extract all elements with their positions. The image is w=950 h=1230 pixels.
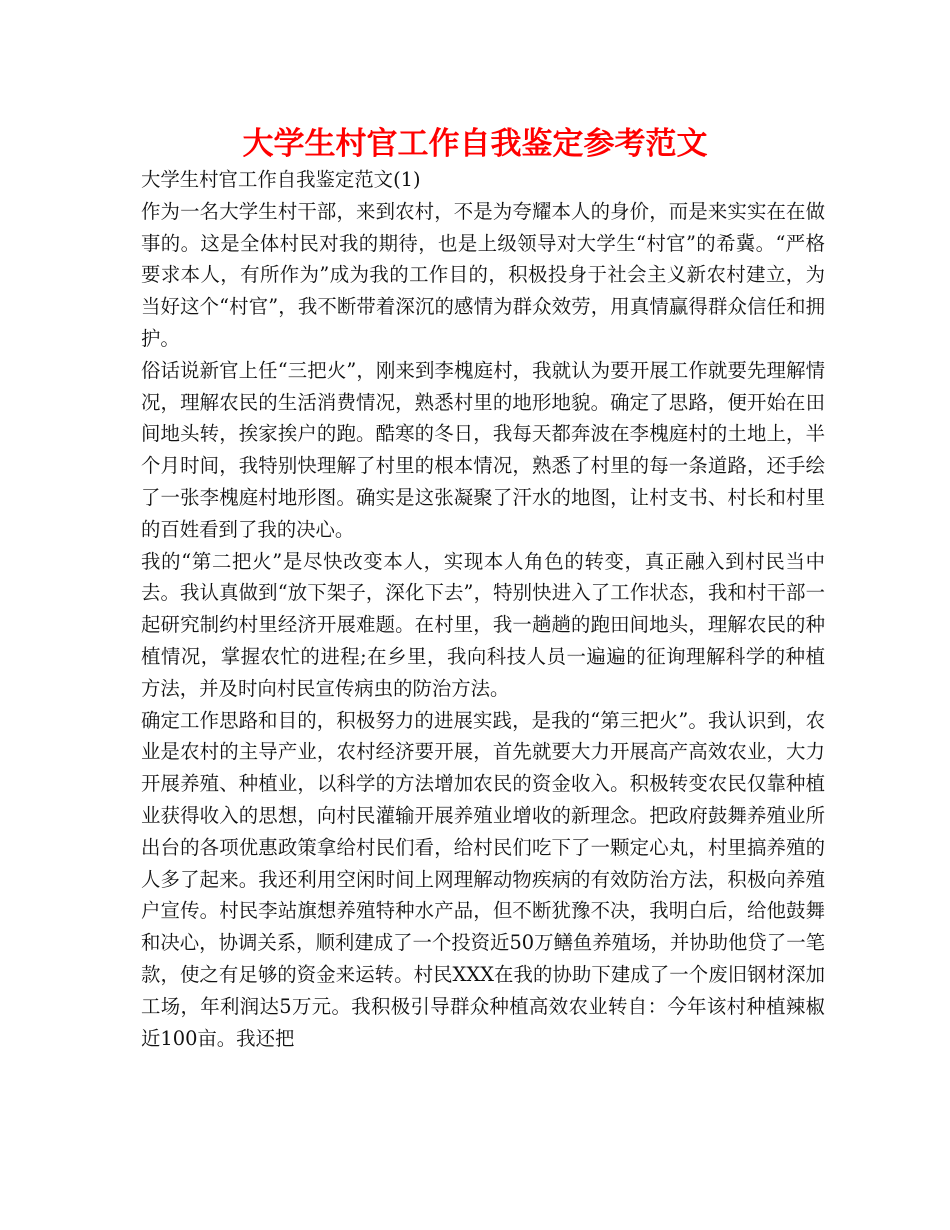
document-subtitle: 大学生村官工作自我鉴定范文(1): [141, 168, 421, 191]
document-body: [141, 164, 825, 1054]
paragraph-4: 确定工作思路和目的，积极努力的进展实践，是我的“第三把火”。我认识到，农业是农村的主导产业，农村经济要开展，首先就要大力开展高产高效农业，大力开展养殖、种植业，以科学的方法增加农民的资金收入。积极转变农民仅靠种植业获得收入的思想，向村民灌输开展养殖业增收的新理念。把政府鼓舞养殖业所出台的各项优惠政策拿给村民们看，给村民们吃下了一颗定心丸，村里搞养殖的人多了起来。我还利用空闲时间上网理解动物疾病的有效防治方法，积极向养殖户宣传。村民李站旗想养殖特种水产品，但不断犹豫不决，我明白后，给他鼓舞和决心，协调关系，顺利建成了一个投资近50万鳝鱼养殖场，并协助他贷了一笔款，使之有足够的资金来运转。村民XXX在我的协助下建成了一个废旧钢材深加工场，年利润达5万元。我积极引导群众种植高效农业转自：今年该村种植辣椒近100亩。我还把: [141, 708, 825, 1050]
paragraph-1: 作为一名大学生村干部，来到农村，不是为夸耀本人的身价，而是来实实在在做事的。这是全体村民对我的期待，也是上级领导对大学生“村官”的希冀。“严格要求本人，有所作为”成为我的工作目的，积极投身于社会主义新农村建立，为当好这个“村官”，我不断带着深沉的感情为群众效劳，用真情赢得群众信任和拥护。: [141, 199, 825, 350]
paragraph-2: 俗话说新官上任“三把火”，刚来到李槐庭村，我就认为要开展工作就要先理解情况，理解农民的生活消费情况，熟悉村里的地形地貌。确定了思路，便开始在田间地头转，挨家挨户的跑。酷寒的冬日，我每天都奔波在李槐庭村的土地上，半个月时间，我特别快理解了村里的根本情况，熟悉了村里的每一条道路，还手绘了一张李槐庭村地形图。确实是这张凝聚了汗水的地图，让村支书、村长和村里的百姓看到了我的决心。: [141, 358, 825, 541]
paragraph-3: 我的“第二把火”是尽快改变本人，实现本人角色的转变，真正融入到村民当中去。我认真做到“放下架子，深化下去”，特别快进入了工作状态，我和村干部一起研究制约村里经济开展难题。在村里，我一趟趟的跑田间地头，理解农民的种植情况，掌握农忙的进程;在乡里，我向科技人员一遍遍的征询理解科学的种植方法，并及时向村民宣传病虫的防治方法。: [141, 549, 825, 700]
document-title: 大学生村官工作自我鉴定参考范文: [242, 126, 708, 162]
